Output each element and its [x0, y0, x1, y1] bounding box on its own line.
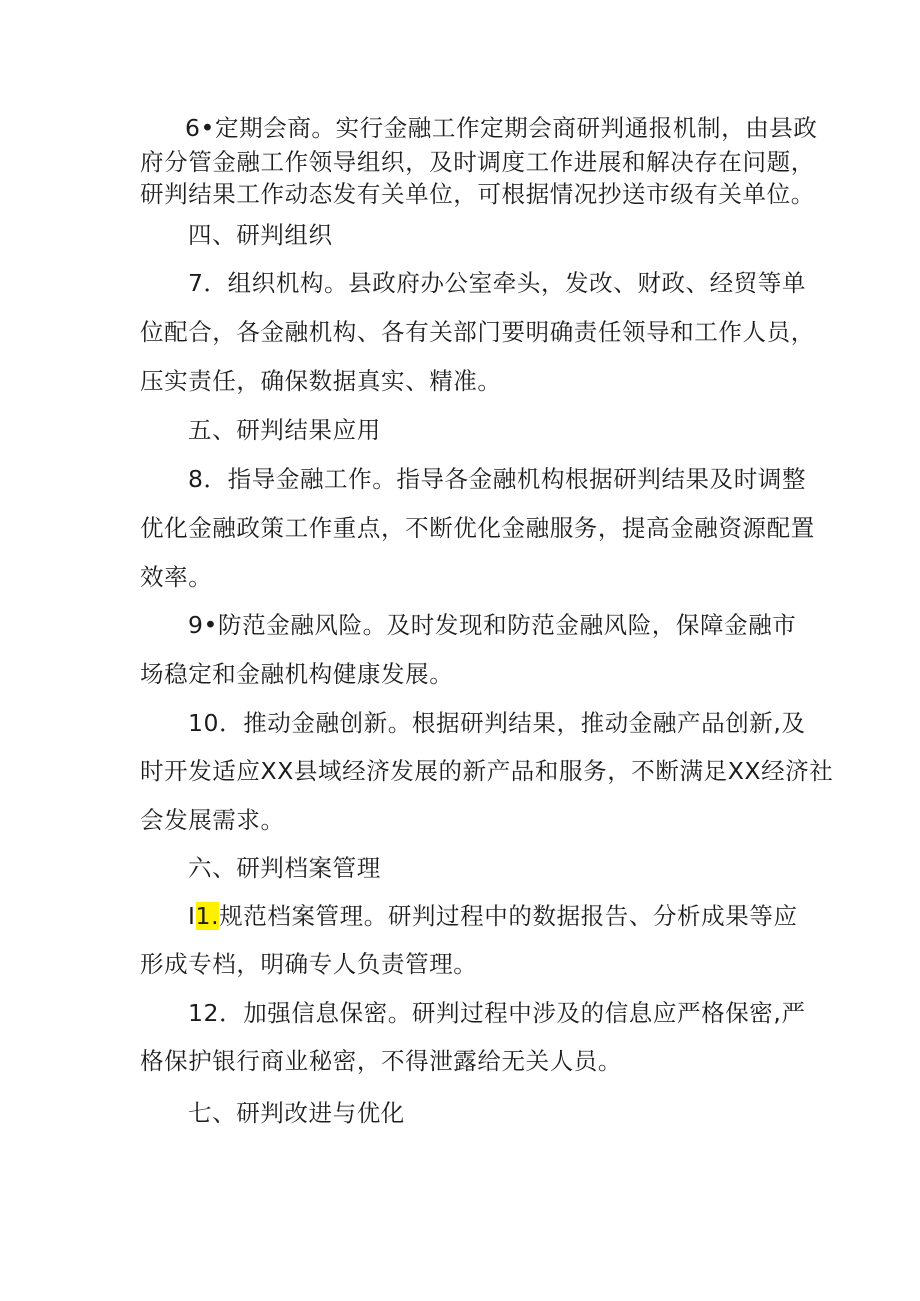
- section-heading-6: 六、研判档案管理: [188, 854, 381, 882]
- para-10-line-3: 会发展需求。: [140, 806, 285, 834]
- para-7-line-1: 7．组织机构。县政府办公室牵头，发改、财政、经贸等单: [188, 269, 807, 297]
- highlighted-number: 1.: [195, 902, 220, 930]
- para-11-rest: 规范档案管理。研判过程中的数据报告、分析成果等应: [219, 902, 798, 930]
- para-11-line-2: 形成专档，明确专人负责管理。: [140, 950, 478, 978]
- section-heading-4: 四、研判组织: [188, 221, 333, 249]
- section-heading-7: 七、研判改进与优化: [188, 1099, 405, 1127]
- para-7-line-3: 压实责任，确保数据真实、精准。: [140, 367, 502, 395]
- para-7-line-2: 位配合，各金融机构、各有关部门要明确责任领导和工作人员，: [140, 318, 815, 346]
- para-10-line-1: 10．推动金融创新。根据研判结果，推动金融产品创新,及: [188, 709, 806, 737]
- para-8-line-1: 8．指导金融工作。指导各金融机构根据研判结果及时调整: [188, 465, 807, 493]
- para-6-line-2: 府分管金融工作领导组织，及时调度工作进展和解决存在问题，: [140, 148, 815, 176]
- section-heading-5: 五、研判结果应用: [188, 416, 381, 444]
- para-9-line-1: 9•防范金融风险。及时发现和防范金融风险，保障金融市: [188, 611, 797, 639]
- para-11-prefix: I: [188, 902, 196, 930]
- para-8-line-2: 优化金融政策工作重点，不断优化金融服务，提高金融资源配置: [140, 514, 815, 542]
- para-12-line-1: 12．加强信息保密。研判过程中涉及的信息应严格保密,严: [188, 999, 806, 1027]
- para-12-line-2: 格保护银行商业秘密，不得泄露给无关人员。: [140, 1047, 622, 1075]
- para-8-line-3: 效率。: [140, 563, 213, 591]
- para-11-line-1: [188, 896, 798, 936]
- para-6-line-1: 6•定期会商。实行金融工作定期会商研判通报机制，由县政: [185, 114, 818, 142]
- para-6-line-3: 研判结果工作动态发有关单位，可根据情况抄送市级有关单位。: [140, 180, 815, 208]
- para-10-line-2: 时开发适应XX县域经济发展的新产品和服务，不断满足XX经济社: [140, 757, 834, 785]
- para-9-line-2: 场稳定和金融机构健康发展。: [140, 660, 454, 688]
